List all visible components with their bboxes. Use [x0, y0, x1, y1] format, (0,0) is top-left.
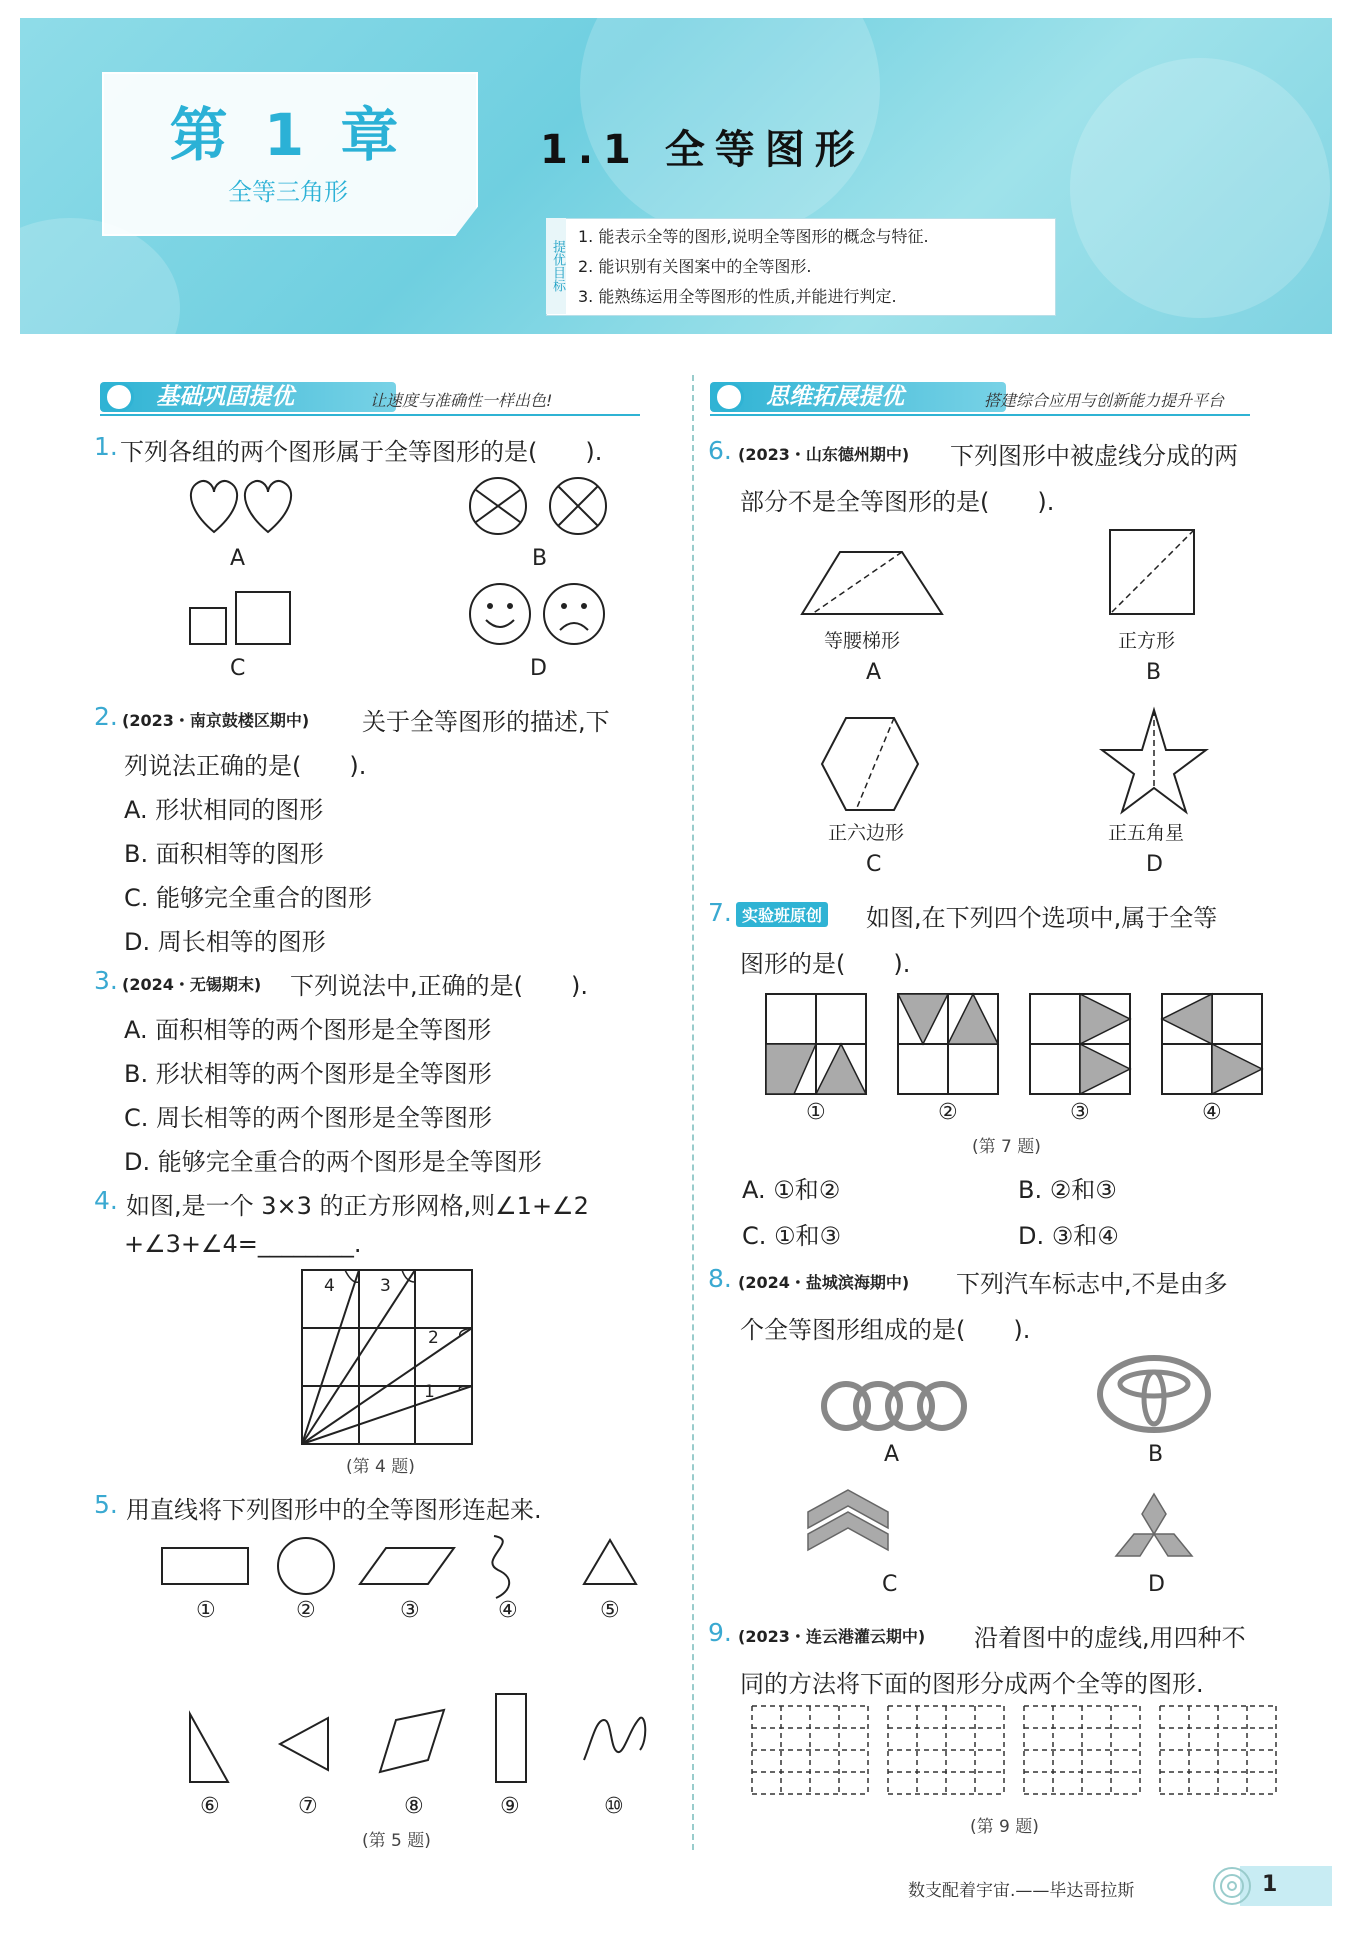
- q8-label-c: C: [882, 1572, 898, 1597]
- q5-caption: (第 5 题): [362, 1831, 431, 1851]
- footer-swirl-icon: [1210, 1864, 1254, 1908]
- q6-number: 6.: [708, 436, 732, 465]
- q5-label-10: ⑩: [604, 1794, 624, 1819]
- q7-fig-label-2: ②: [938, 1100, 958, 1125]
- q6-shape-c: 正六边形: [828, 822, 905, 844]
- q2-text-2: 列说法正确的是( ).: [124, 752, 367, 780]
- q4-number: 4.: [94, 1186, 118, 1215]
- q7-caption: (第 7 题): [972, 1137, 1041, 1157]
- q8-label-b: B: [1148, 1442, 1164, 1467]
- q3-source: (2024・无锡期末): [122, 975, 262, 994]
- q6-label-c: C: [866, 852, 882, 877]
- q8-text: 下列汽车标志中,不是由多: [956, 1270, 1228, 1298]
- section-header-extend: 思维拓展提优: [710, 382, 1006, 412]
- q6-text-2: 部分不是全等图形的是( ).: [740, 488, 1055, 516]
- q4-text: 如图,是一个 3×3 的正方形网格,则∠1+∠2: [126, 1192, 589, 1220]
- q6-label-b: B: [1146, 660, 1162, 685]
- q5-label-5: ⑤: [600, 1598, 620, 1623]
- q7-number: 7.: [708, 898, 732, 927]
- chapter-name: 全等三角形: [228, 178, 348, 206]
- goals-tag: 提优目标: [546, 218, 566, 314]
- q5-number: 5.: [94, 1490, 118, 1519]
- q8-label-d: D: [1148, 1572, 1165, 1597]
- q5-label-4: ④: [498, 1598, 518, 1623]
- q2-option-d: D. 周长相等的图形: [124, 928, 326, 956]
- q3-option-a: A. 面积相等的两个图形是全等图形: [124, 1016, 492, 1044]
- q2-option-c: C. 能够完全重合的图形: [124, 884, 373, 912]
- q8-text-2: 个全等图形组成的是( ).: [740, 1316, 1031, 1344]
- q3-option-b: B. 形状相等的两个图形是全等图形: [124, 1060, 492, 1088]
- q5-label-2: ②: [296, 1598, 316, 1623]
- chapter-number: 第 1 章: [169, 101, 407, 169]
- q6-shape-d: 正五角星: [1108, 822, 1185, 844]
- q5-text: 用直线将下列图形中的全等图形连起来.: [126, 1496, 542, 1524]
- q7-option-b: B. ②和③: [1018, 1176, 1117, 1204]
- goal-1: 1. 能表示全等的图形,说明全等图形的概念与特征.: [578, 227, 929, 246]
- q6-shape-b: 正方形: [1118, 630, 1176, 652]
- q5-label-7: ⑦: [298, 1794, 318, 1819]
- page-number: 1: [1262, 1872, 1278, 1897]
- q1-label-d: D: [530, 656, 547, 681]
- q3-option-d: D. 能够完全重合的两个图形是全等图形: [124, 1148, 542, 1176]
- q4-caption: (第 4 题): [346, 1457, 415, 1477]
- q7-fig-label-4: ④: [1202, 1100, 1222, 1125]
- q5-label-9: ⑨: [500, 1794, 520, 1819]
- q7-fig-label-1: ①: [806, 1100, 826, 1125]
- q9-caption: (第 9 题): [970, 1817, 1039, 1837]
- q3-text: 下列说法中,正确的是( ).: [290, 972, 588, 1000]
- q7-text-2: 图形的是( ).: [740, 950, 911, 978]
- q7-text: 如图,在下列四个选项中,属于全等: [866, 904, 1218, 932]
- angle-label-3: 3: [380, 1276, 391, 1296]
- q2-option-b: B. 面积相等的图形: [124, 840, 324, 868]
- q6-shape-a: 等腰梯形: [824, 630, 901, 652]
- q2-number: 2.: [94, 702, 118, 731]
- q2-option-a: A. 形状相同的图形: [124, 796, 324, 824]
- q1-number: 1.: [94, 432, 118, 461]
- q7-option-c: C. ①和③: [742, 1222, 842, 1250]
- q9-text: 沿着图中的虚线,用四种不: [974, 1624, 1246, 1652]
- q6-label-a: A: [866, 660, 882, 685]
- q5-label-3: ③: [400, 1598, 420, 1623]
- q8-source: (2024・盐城滨海期中): [738, 1273, 910, 1292]
- q1-label-b: B: [532, 546, 548, 571]
- q5-label-8: ⑧: [404, 1794, 424, 1819]
- section-subtitle-extend: 搭建综合应用与创新能力提升平台: [984, 391, 1225, 410]
- q1-label-a: A: [230, 546, 246, 571]
- q2-text: 关于全等图形的描述,下: [362, 708, 610, 736]
- q6-text: 下列图形中被虚线分成的两: [950, 442, 1238, 470]
- q2-source: (2023・南京鼓楼区期中): [122, 711, 310, 730]
- angle-label-2: 2: [428, 1328, 439, 1348]
- q4-text-2: +∠3+∠4=________.: [124, 1230, 362, 1258]
- footer-quote: 数支配着宇宙.——毕达哥拉斯: [908, 1881, 1135, 1901]
- q6-source: (2023・山东德州期中): [738, 445, 910, 464]
- q5-label-6: ⑥: [200, 1794, 220, 1819]
- q5-label-1: ①: [196, 1598, 216, 1623]
- goal-2: 2. 能识别有关图案中的全等图形.: [578, 257, 812, 276]
- q7-option-a: A. ①和②: [742, 1176, 841, 1204]
- q8-number: 8.: [708, 1264, 732, 1293]
- angle-label-4: 4: [324, 1276, 335, 1296]
- q9-source: (2023・连云港灌云期中): [738, 1627, 926, 1646]
- q3-option-c: C. 周长相等的两个图形是全等图形: [124, 1104, 493, 1132]
- q9-number: 9.: [708, 1618, 732, 1647]
- section-title: 1.1 全等图形: [540, 127, 865, 173]
- q6-label-d: D: [1146, 852, 1163, 877]
- section-subtitle-basic: 让速度与准确性一样出色!: [370, 391, 553, 410]
- q1-label-c: C: [230, 656, 246, 681]
- q7-badge: 实验班原创: [736, 902, 828, 927]
- q3-number: 3.: [94, 966, 118, 995]
- goal-3: 3. 能熟练运用全等图形的性质,并能进行判定.: [578, 287, 897, 306]
- q7-option-d: D. ③和④: [1018, 1222, 1119, 1250]
- section-header-basic: 基础巩固提优: [100, 382, 396, 412]
- q8-label-a: A: [884, 1442, 900, 1467]
- q1-text: 下列各组的两个图形属于全等图形的是( ).: [120, 438, 603, 466]
- angle-label-1: 1: [424, 1382, 435, 1402]
- q9-text-2: 同的方法将下面的图形分成两个全等的图形.: [740, 1670, 1204, 1698]
- q7-fig-label-3: ③: [1070, 1100, 1090, 1125]
